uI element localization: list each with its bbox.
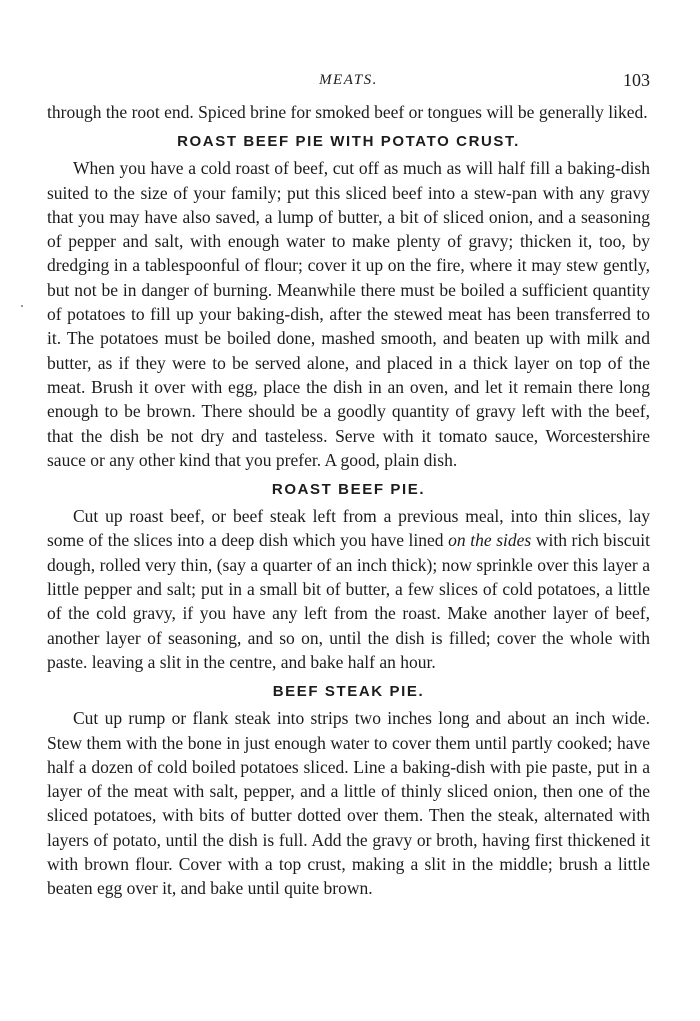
recipe-title-roast-beef-pie-potato-crust: ROAST BEEF PIE WITH POTATO CRUST.: [177, 133, 520, 151]
recipe-title-roast-beef-pie: ROAST BEEF PIE.: [271, 481, 426, 499]
page-number: 103: [623, 70, 650, 90]
recipe-body-roast-beef-pie-potato-crust: When you have a cold roast of beef, cut off as much as will half fill a baking-dish suited to the size of your family; put this sliced beef into a stew-pan with any gravy that you may have also saved, a lump of butter, a bit of sliced onion, and a seasoning of pepper and salt, with enough water to make plenty of gravy; thicken it, too, by dredging in a tablespoonful of flour; cover it up on the fire, where it may stew gently, but not be in danger of burning. Meanwhile there must be boiled a sufficient quantity of potatoes to fill up your baking-dish, after the stewed meat has been transferred to it. The potatoes must be boiled done, mashed smooth, and beaten up with milk and butter, as if they were to be served alone, and placed in a thick layer on top of the meat. Brush it over with egg, place the dish in an oven, and let it remain there long enough to be brown. There should be a goodly quantity of gravy left with the beef, that the dish be not dry and tasteless. Serve with it tomato sauce, Worcestershire sauce or any other kind that you prefer. A good, plain dish.: [47, 158, 650, 470]
recipe-body-roast-beef-pie: [47, 504, 650, 674]
recipe-text-segment: Cut up roast beef, or beef steak left from a previous meal, into thin slices, lay some of the slices into a deep dish which you have lined: [47, 506, 650, 551]
recipe-text-segment: with rich biscuit dough, rolled very thin, (say a quarter of an inch thick); now sprinkle over this layer a little pepper and salt; put in a small bit of butter, a few slices of cold potatoes, a little of the cold gravy, if you have any left from the roast. Make another layer of beef, another layer of seasoning, and so on, until the dish is filled; cover the whole with paste. leaving a slit in the centre, and bake half an hour.: [47, 530, 650, 672]
recipe-body-beef-steak-pie: Cut up rump or flank steak into strips two inches long and about an inch wide. Stew them with the bone in just enough water to cover them until partly cooked; have half a dozen of cold boiled potatoes sliced. Line a baking-dish with pie paste, put in a layer of the meat with salt, pepper, and a little of thinly sliced onion, then one of the sliced potatoes, with bits of butter dotted over them. Then the steak, alternated with layers of potato, until the dish is full. Add the gravy or broth, having first thickened it with brown flour. Cover with a top crust, making a slit in the middle; brush a little beaten egg over it, and bake until quite brown.: [47, 708, 650, 899]
book-page: [47, 70, 650, 901]
paper-speck: [21, 305, 23, 307]
recipe-title-beef-steak-pie: BEEF STEAK PIE.: [272, 683, 425, 701]
running-title: MEATS.: [319, 72, 378, 88]
running-head: [47, 70, 650, 100]
emphasis-text: on the sides: [448, 530, 532, 551]
continuation-paragraph: through the root end. Spiced brine for smoked beef or tongues will be generally liked.: [47, 102, 648, 122]
